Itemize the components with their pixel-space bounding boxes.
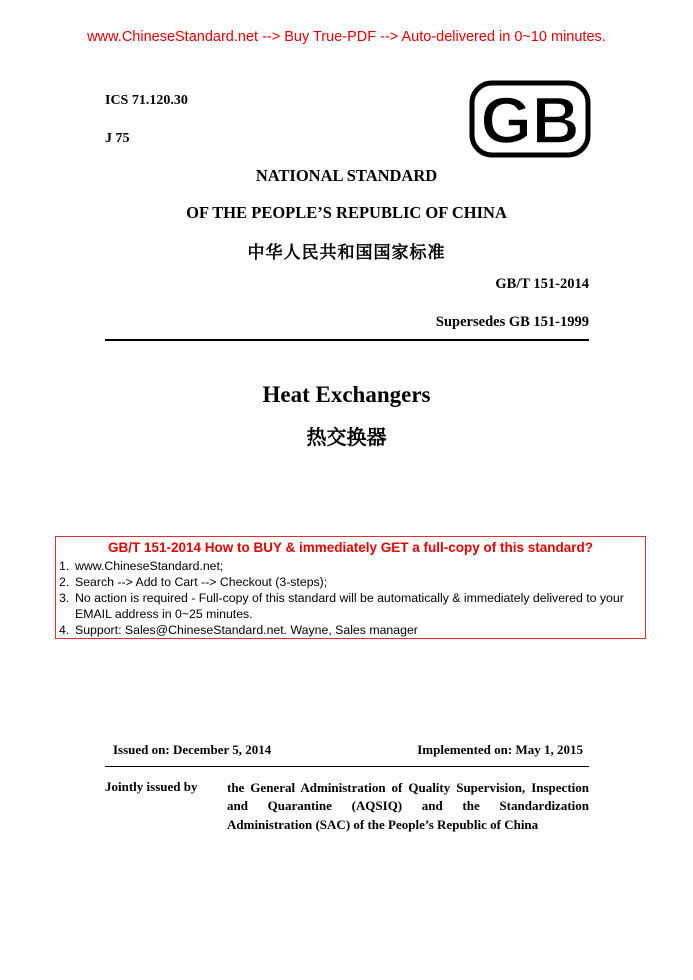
purchase-info-title: GB/T 151-2014 How to BUY & immediately GET a full-copy of this standard? (107, 540, 594, 555)
list-item-number: 4. (59, 623, 70, 637)
list-item-number: 3. (59, 591, 70, 605)
website-link[interactable]: www.ChineseStandard.net; (75, 559, 224, 573)
issuers-label: Jointly issued by (105, 779, 198, 794)
list-item-text: No action is required - Full-copy of this standard will be automatically & immediately delivered to your EMAIL address in 0~25 minutes. (75, 591, 624, 621)
top-banner-link[interactable]: www.ChineseStandard.net --> Buy True-PDF --> Auto-delivered in 0~10 minutes. (87, 29, 606, 45)
support-contact[interactable]: Support: Sales@ChineseStandard.net. Wayne, Sales manager (75, 623, 418, 637)
issuers-text: the General Administration of Quality Supervision, Inspection and Quarantine (AQSIQ) and the Standardization Administration (SAC) of the People’s Republic of China (227, 780, 589, 832)
title-prc: OF THE PEOPLE’S REPUBLIC OF CHINA (186, 203, 507, 222)
title-chinese: 中华人民共和国国家标准 (247, 243, 446, 263)
list-item-text: Search --> Add to Cart --> Checkout (3-steps); (75, 575, 328, 589)
supersedes-note: Supersedes GB 151-1999 (435, 314, 589, 330)
list-item (59, 622, 635, 638)
document-title-en: Heat Exchangers (262, 382, 431, 407)
dates-divider (105, 766, 589, 767)
list-item (59, 590, 635, 622)
ics-code: ICS 71.120.30 (105, 93, 188, 108)
list-item-number: 1. (59, 559, 70, 573)
implemented-date: Implemented on: May 1, 2015 (417, 742, 583, 757)
list-item (59, 574, 635, 590)
list-item (59, 558, 635, 574)
document-title-cn: 热交换器 (306, 425, 387, 449)
list-item-number: 2. (59, 575, 70, 589)
purchase-steps-list (59, 558, 635, 638)
gb-logo-graphic (469, 80, 591, 158)
purchase-info-box (55, 536, 646, 639)
title-national-standard: NATIONAL STANDARD (255, 166, 438, 185)
ccs-code: J 75 (105, 131, 130, 146)
standard-number: GB/T 151-2014 (495, 276, 589, 292)
issued-date: Issued on: December 5, 2014 (113, 742, 272, 757)
header-divider (105, 339, 589, 341)
gb-logo (469, 80, 591, 158)
gb-logo-text: GB (480, 83, 580, 157)
